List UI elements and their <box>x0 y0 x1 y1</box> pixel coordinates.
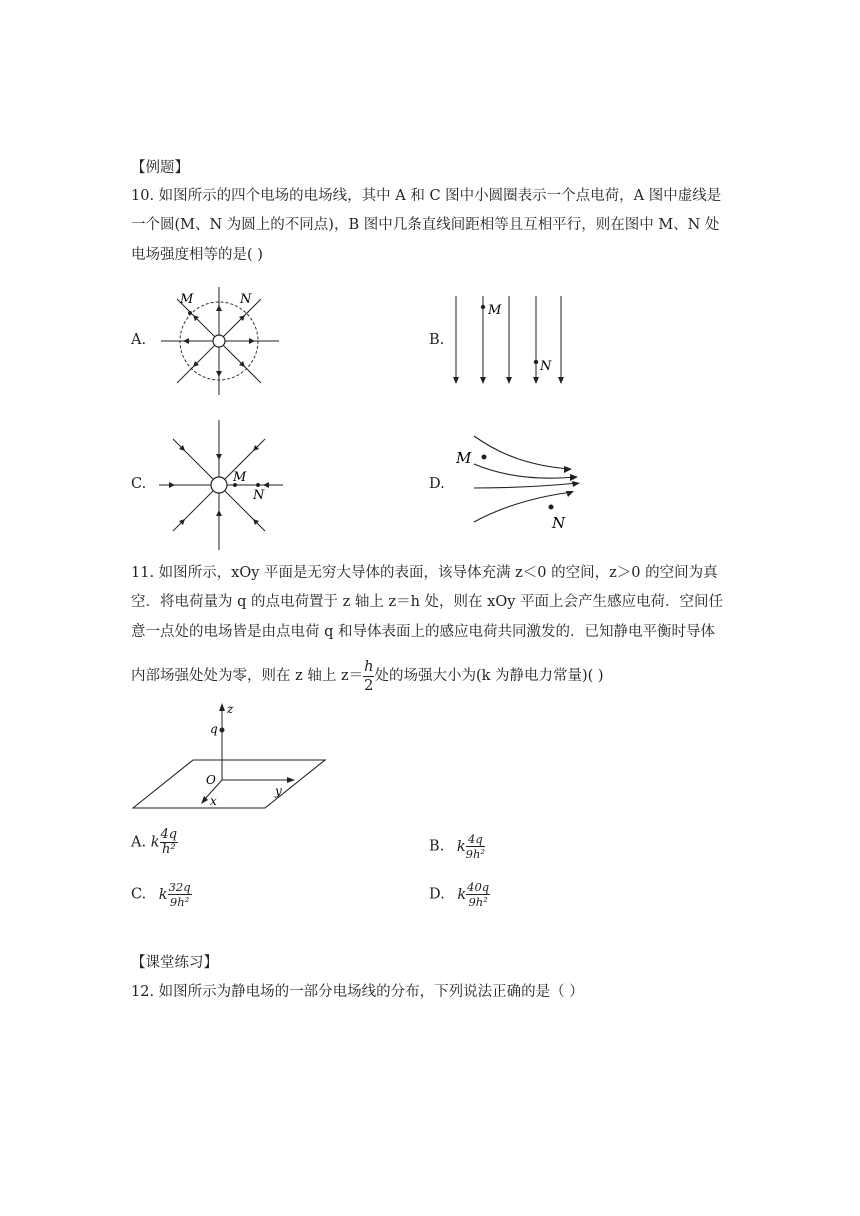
q11-fig-x-label: x <box>210 794 217 808</box>
fig-b-n-label: N <box>540 359 552 374</box>
q11-line-4-prefix: 内部场强处处为零，则在 z 轴上 z＝ <box>131 668 364 684</box>
q10-line-1: 10. 如图所示的四个电场的电场线，其中 A 和 C 图中小圆圈表示一个点电荷，A 图中虚线是 <box>131 188 722 204</box>
q10-line-2: 一个圆(M、N 为圆上的不同点)，B 图中几条直线间距相等且互相平行，则在图中 M、N 处 <box>131 217 720 233</box>
q12-line-1: 12. 如图所示为静电场的一部分电场线的分布，下列说法正确的是（ ） <box>131 984 584 1000</box>
q11-option-a-num: 4q <box>160 827 178 842</box>
q11-fig-y-label: y <box>275 784 282 798</box>
fig-a-m-label: M <box>180 292 194 307</box>
q11-option-d-frac <box>466 880 490 909</box>
q11-fig-o-label: O <box>206 773 216 787</box>
q11-fig-q-label: q <box>210 722 218 736</box>
section-practice-heading: 【课堂练习】 <box>131 955 218 971</box>
q11-option-b-k: k <box>456 838 466 855</box>
q11-fraction <box>363 658 374 695</box>
q11-figure <box>130 700 330 815</box>
q11-option-a-label: A. <box>131 834 147 851</box>
q11-option-c <box>131 880 192 909</box>
fig-b-m-label: M <box>488 303 502 318</box>
q10-figure-c <box>155 418 290 553</box>
q10-option-c-label: C. <box>131 476 147 492</box>
fig-a-n-label: N <box>240 292 252 307</box>
q11-line-1: 11. 如图所示，xOy 平面是无穷大导体的表面，该导体充满 z＜0 的空间，z＞0 的空间为真 <box>131 565 718 581</box>
q10-option-d-label: D. <box>429 476 445 492</box>
q11-option-b <box>429 832 485 861</box>
q11-option-d-k: k <box>457 886 467 903</box>
q11-fraction-num: h <box>364 658 374 675</box>
q10-option-b-label: B. <box>429 332 445 348</box>
q11-option-d-label: D. <box>429 886 445 903</box>
q11-option-c-num: 32q <box>168 880 191 894</box>
fig-c-n-label: N <box>253 488 265 503</box>
q11-option-c-k: k <box>158 886 168 903</box>
q10-figure-a <box>155 285 285 400</box>
q10-figure-b <box>448 292 573 387</box>
q11-option-c-label: C. <box>131 886 147 903</box>
q11-option-d-den: 9h² <box>468 895 488 909</box>
q11-fraction-den: 2 <box>364 677 374 694</box>
q11-option-a-den: h² <box>162 842 176 857</box>
q11-option-d <box>429 880 490 909</box>
q10-figure-d <box>452 428 587 533</box>
q11-option-c-frac <box>168 880 192 909</box>
fig-c-m-label: M <box>233 470 247 485</box>
q11-option-a-frac <box>160 828 179 857</box>
q11-option-b-label: B. <box>429 838 445 855</box>
q11-option-c-den: 9h² <box>169 895 190 909</box>
q11-option-a <box>131 828 178 857</box>
q11-option-b-den: 9h² <box>465 847 486 861</box>
q11-fig-z-label: z <box>227 702 234 716</box>
q11-option-a-k: k <box>150 834 160 851</box>
q11-line-3: 意一点处的电场皆是由点电荷 q 和导体表面上的感应电荷共同激发的．已知静电平衡时导体 <box>131 624 715 640</box>
fig-d-m-label: M <box>456 449 472 467</box>
fig-d-n-label: N <box>552 514 566 532</box>
q11-line-4 <box>131 654 604 698</box>
q10-option-a-label: A. <box>131 332 147 348</box>
q11-line-2: 空．将电荷量为 q 的点电荷置于 z 轴上 z＝h 处，则在 xOy 平面上会产生感应电荷．空间任 <box>131 594 724 610</box>
q11-option-b-frac <box>466 832 485 861</box>
q11-option-b-num: 4q <box>466 832 485 847</box>
q11-option-d-num: 40q <box>467 880 490 894</box>
q11-line-4-suffix: 处的场强大小为(k 为静电力常量)( ) <box>374 668 604 684</box>
q10-line-3: 电场强度相等的是( ) <box>131 247 263 263</box>
section-example-heading: 【例题】 <box>131 160 189 176</box>
